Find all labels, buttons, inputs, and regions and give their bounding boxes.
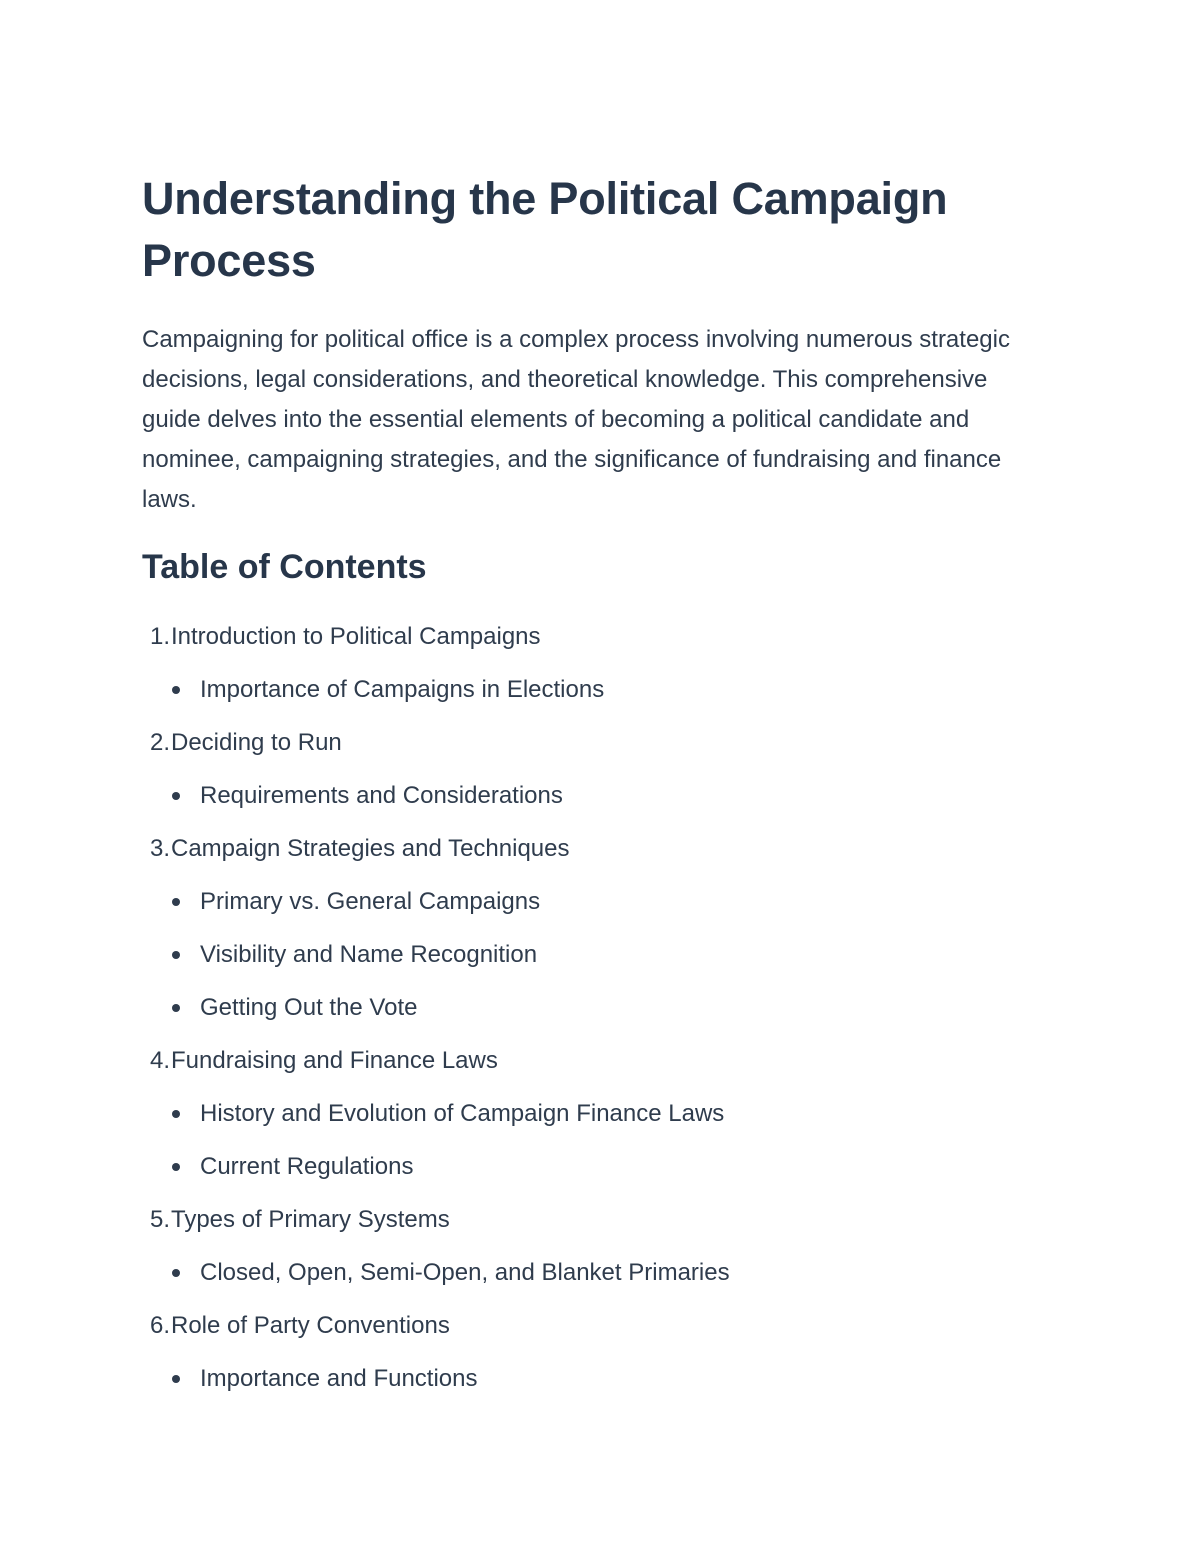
toc-label: Types of Primary Systems (171, 1206, 450, 1233)
toc-label: Introduction to Political Campaigns (171, 623, 541, 650)
toc-subitem (142, 928, 1042, 981)
toc-subitem (142, 981, 1042, 1034)
bullet-icon (172, 1110, 180, 1118)
toc-sublist (142, 875, 1042, 1034)
toc-item (142, 716, 1042, 822)
toc-label: Deciding to Run (171, 729, 342, 756)
toc-subitem (142, 1246, 1042, 1299)
document-page (142, 168, 1042, 1405)
toc-entry (142, 1193, 1042, 1246)
toc-subitem-label: Requirements and Considerations (200, 782, 563, 809)
toc-subitem-label: Visibility and Name Recognition (200, 941, 538, 968)
toc-number: 6. (149, 1312, 170, 1339)
bullet-icon (172, 951, 180, 959)
toc-number: 1. (149, 623, 170, 650)
toc-sublist (142, 1352, 1042, 1405)
toc-label: Role of Party Conventions (171, 1312, 450, 1339)
toc-subitem-label: Importance and Functions (200, 1365, 478, 1392)
toc-entry (142, 1034, 1042, 1087)
bullet-icon (172, 1269, 180, 1277)
toc-subitem (142, 1352, 1042, 1405)
toc-label: Campaign Strategies and Techniques (171, 835, 570, 862)
page-title: Understanding the Political Campaign Process (142, 173, 948, 286)
toc-subitem-label: Primary vs. General Campaigns (200, 888, 541, 915)
toc-item (142, 1034, 1042, 1193)
toc-subitem-label: Getting Out the Vote (200, 994, 418, 1021)
toc-subitem-label: Current Regulations (200, 1153, 414, 1180)
toc-subitem-label: Closed, Open, Semi-Open, and Blanket Primaries (200, 1259, 730, 1286)
bullet-icon (172, 1004, 180, 1012)
toc-sublist (142, 1087, 1042, 1193)
toc-item (142, 822, 1042, 1034)
toc-entry (142, 716, 1042, 769)
bullet-icon (172, 686, 180, 694)
toc-number: 2. (149, 729, 170, 756)
toc-subitem (142, 1140, 1042, 1193)
bullet-icon (172, 898, 180, 906)
intro-paragraph: Campaigning for political office is a complex process involving numerous strategic decisions, legal considerations, and theoretical knowledge. This comprehensive guide delves into the essential elements of becoming a political candidate and nominee, campaigning strategies, and the significance of fundraising and finance laws. (142, 326, 1010, 513)
toc-heading: Table of Contents (142, 548, 427, 586)
bullet-icon (172, 792, 180, 800)
toc-subitem-label: Importance of Campaigns in Elections (200, 676, 605, 703)
toc-number: 5. (149, 1206, 170, 1233)
toc-number: 3. (149, 835, 170, 862)
bullet-icon (172, 1375, 180, 1383)
toc-subitem (142, 875, 1042, 928)
toc-entry (142, 610, 1042, 663)
toc-subitem (142, 1087, 1042, 1140)
toc-number: 4. (149, 1047, 170, 1074)
toc-subitem-label: History and Evolution of Campaign Finance Laws (200, 1100, 725, 1127)
toc-sublist (142, 663, 1042, 716)
toc-label: Fundraising and Finance Laws (171, 1047, 498, 1074)
toc-subitem (142, 663, 1042, 716)
table-of-contents (142, 610, 1042, 1405)
toc-entry (142, 822, 1042, 875)
toc-item (142, 610, 1042, 716)
toc-sublist (142, 769, 1042, 822)
toc-item (142, 1193, 1042, 1299)
toc-subitem (142, 769, 1042, 822)
toc-entry (142, 1299, 1042, 1352)
toc-sublist (142, 1246, 1042, 1299)
toc-item (142, 1299, 1042, 1405)
bullet-icon (172, 1163, 180, 1171)
